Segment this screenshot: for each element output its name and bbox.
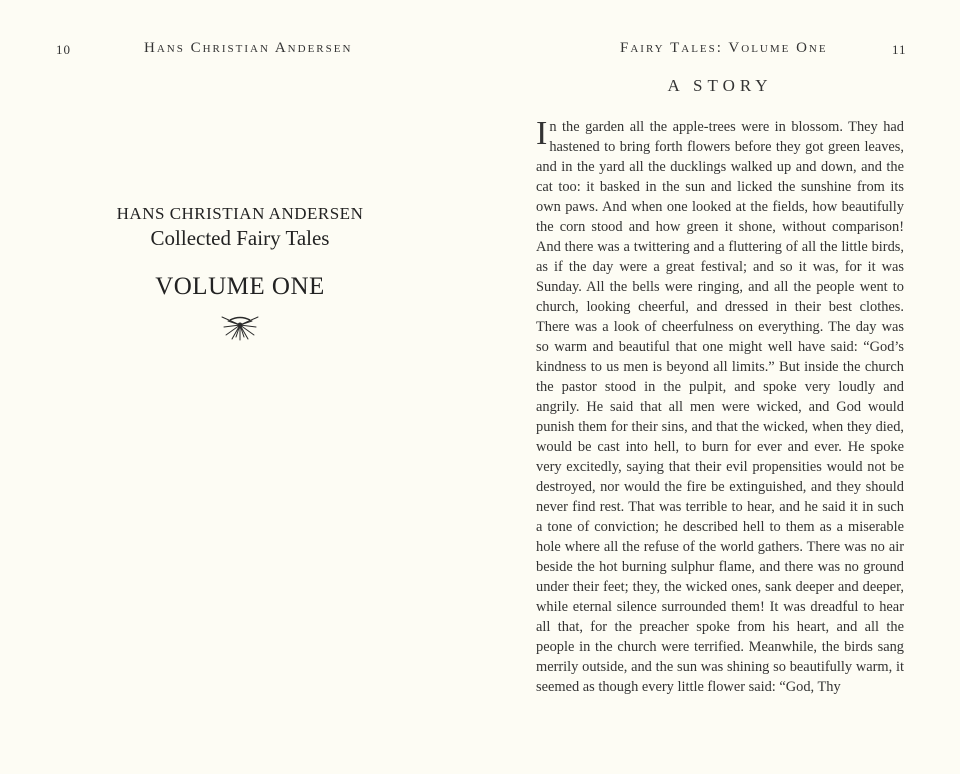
radiating-fan-ornament-icon [220,315,260,346]
collection-title: Collected Fairy Tales [150,226,330,250]
story-body [536,117,904,697]
running-head-left: Hans Christian Andersen [144,40,353,56]
drop-cap: I [536,115,548,152]
story-title: A STORY [667,76,773,95]
story-text: n the garden all the apple-trees were in blossom. They had hastened to bring forth flowers before they got green leaves, and in the yard all the ducklings walked up and down, and the cat too: it basked in the sun and licked the sunshine from its own paws. And when one looked at the fields, how beautifully the corn stood and how green it shone, without comparison! And there was a twittering and a fluttering of all the little birds, as if the day were a great festival; and so it was, for it was Sunday. All the bells were ringing, and all the people went to church, looking cheerful, and dressed in their best clothes. There was a look of cheerfulness on everything. The day was so warm and beautiful that one might well have said: “God’s kindness to us men is beyond all limits.” But inside the church the pastor stood in the pulpit, and spoke very loudly and angrily. He said that all men were wicked, and God would punish them for their sins, and that the wicked, when they died, would be cast into hell, to burn for ever and ever. He spoke very excitedly, saying that their evil propensities would not be destroyed, nor would the fire be extinguished, and they should never find rest. That was terrible to hear, and he said it in such a tone of conviction; he described hell to them as a miserable hole where all the refuse of the world gathers. There was no air beside the hot burning sulphur flame, and there was no ground under their feet; they, the wicked ones, sank deeper and deeper, while eternal silence surrounded them! It was dreadful to hear all that, for the preacher spoke from his heart, and all the people in the church were terrified. Meanwhile, the birds sang merrily outside, and the sun was shining so beautifully warm, it seemed as though every little flower said: “God, Thy [536,119,904,695]
author-name: HANS CHRISTIAN ANDERSEN [116,204,364,223]
half-title-block [0,204,480,346]
right-page [480,0,960,774]
page-number-right: 11 [892,42,907,57]
volume-title: VOLUME ONE [155,273,325,300]
running-head-right: Fairy Tales: Volume One [620,40,828,56]
page-number-left: 10 [56,42,71,57]
